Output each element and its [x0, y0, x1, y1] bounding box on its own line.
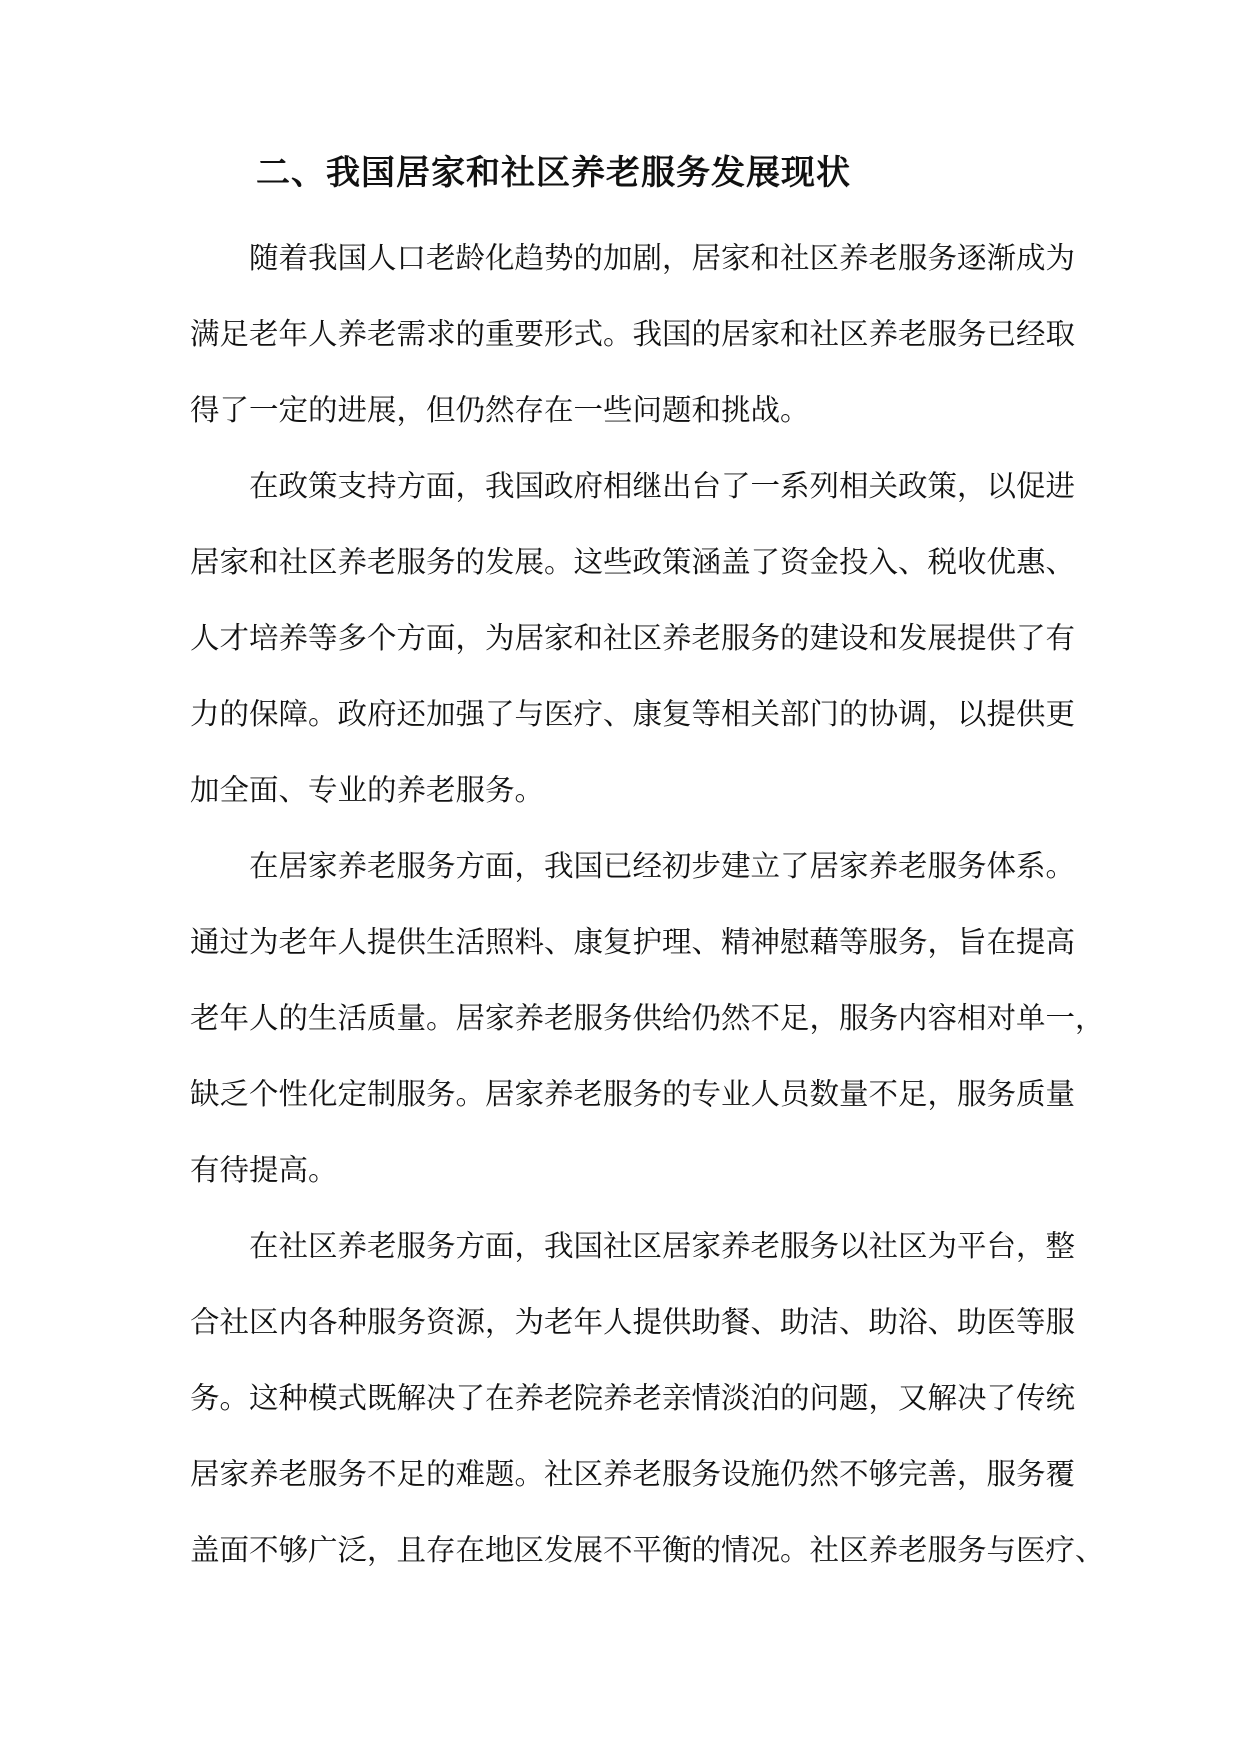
paragraph-2-line-4: 力的保障。政府还加强了与医疗、康复等相关部门的协调，以提供更 [190, 697, 1076, 731]
paragraph-2-line-5: 加全面、专业的养老服务。 [190, 773, 545, 807]
paragraph-2-line-2: 居家和社区养老服务的发展。这些政策涵盖了资金投入、税收优惠、 [190, 545, 1076, 579]
paragraph-4-line-5: 盖面不够广泛，且存在地区发展不平衡的情况。社区养老服务与医疗、 [190, 1533, 1105, 1567]
paragraph-2-line-1: 在政策支持方面，我国政府相继出台了一系列相关政策，以促进 [249, 469, 1076, 503]
paragraph-3-line-2: 通过为老年人提供生活照料、康复护理、精神慰藉等服务，旨在提高 [190, 925, 1076, 959]
paragraph-2-line-3: 人才培养等多个方面，为居家和社区养老服务的建设和发展提供了有 [190, 621, 1076, 655]
paragraph-4-line-2: 合社区内各种服务资源，为老年人提供助餐、助洁、助浴、助医等服 [190, 1305, 1076, 1339]
paragraph-3-line-4: 缺乏个性化定制服务。居家养老服务的专业人员数量不足，服务质量 [190, 1077, 1076, 1111]
section-heading: 二、我国居家和社区养老服务发展现状 [256, 153, 851, 193]
paragraph-1-line-3: 得了一定的进展，但仍然存在一些问题和挑战。 [190, 393, 810, 427]
paragraph-3-line-1: 在居家养老服务方面，我国已经初步建立了居家养老服务体系。 [249, 849, 1076, 883]
paragraph-4-line-4: 居家养老服务不足的难题。社区养老服务设施仍然不够完善，服务覆 [190, 1457, 1076, 1491]
paragraph-1-line-2: 满足老年人养老需求的重要形式。我国的居家和社区养老服务已经取 [190, 317, 1076, 351]
paragraph-1-line-1: 随着我国人口老龄化趋势的加剧，居家和社区养老服务逐渐成为 [249, 241, 1076, 275]
paragraph-3-line-3: 老年人的生活质量。居家养老服务供给仍然不足，服务内容相对单一， [190, 1001, 1105, 1035]
paragraph-3-line-5: 有待提高。 [190, 1153, 338, 1187]
paragraph-4-line-1: 在社区养老服务方面，我国社区居家养老服务以社区为平台，整 [249, 1229, 1076, 1263]
paragraph-4-line-3: 务。这种模式既解决了在养老院养老亲情淡泊的问题，又解决了传统 [190, 1381, 1076, 1415]
